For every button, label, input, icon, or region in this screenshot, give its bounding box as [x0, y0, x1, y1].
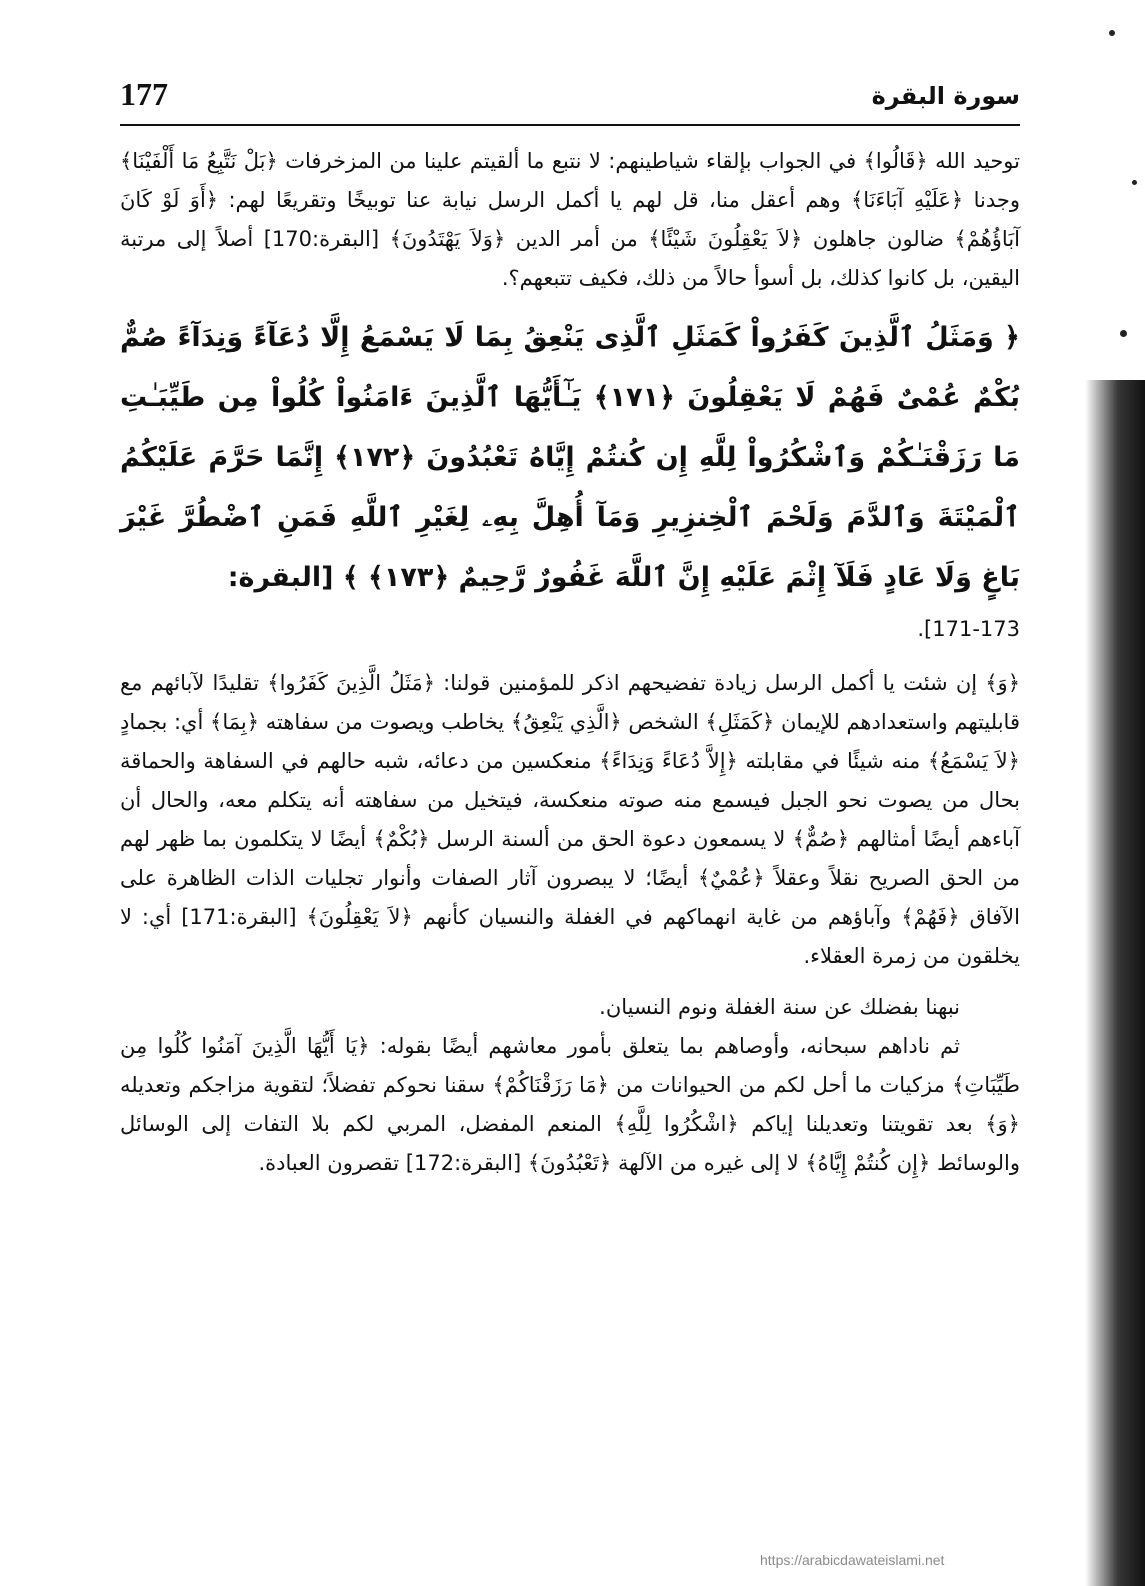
scan-speck — [1109, 30, 1115, 36]
quran-verse-block: ﴿ وَمَثَلُ ٱلَّذِينَ كَفَرُواْ كَمَثَلِ ٱلَّذِى يَنْعِقُ بِمَا لَا يَسْمَعُ إِلَّا دُعَآءً وَنِدَآءً صُمٌّ بُكْمٌ عُمْىٌ فَهُمْ لَا يَعْقِلُونَ ﴿١٧١﴾ يَـٰٓأَيُّهَا ٱلَّذِينَ ءَامَنُواْ كُلُواْ مِن طَيِّبَـٰتِ مَا رَزَقْنَـٰكُمْ وَٱشْكُرُواْ لِلَّهِ إِن كُنتُمْ إِيَّاهُ تَعْبُدُونَ ﴿١٧٢﴾ إِنَّمَا حَرَّمَ عَلَيْكُمُ ٱلْمَيْتَةَ وَٱلدَّمَ وَلَحْمَ ٱلْخِنزِيرِ وَمَآ أُهِلَّ بِهِۦ لِغَيْرِ ٱللَّهِ فَمَنِ ٱضْطُرَّ غَيْرَ بَاغٍ وَلَا عَادٍ فَلَآ إِثْمَ عَلَيْهِ إِنَّ ٱللَّهَ غَفُورٌ رَّحِيمٌ ﴿١٧٣﴾ ﴾ [البقرة: — [120, 322, 1021, 593]
verse-reference: 171-173]. — [917, 617, 1020, 641]
page-number: 177 — [120, 76, 168, 112]
scan-speck — [1132, 180, 1137, 185]
header-rule — [120, 124, 1020, 126]
paragraph-gap — [120, 976, 1020, 988]
commentary-paragraph-3: نبهنا بفضلك عن سنة الغفلة ونوم النسيان. — [599, 995, 960, 1019]
scan-speck — [1120, 330, 1127, 337]
page-header — [120, 72, 1020, 124]
surah-title: سورة البقرة — [871, 82, 1020, 110]
commentary-paragraph-1: توحيد الله ﴿قَالُوا﴾ في الجواب بإلقاء شياطينهم: لا نتبع ما ألقيتم علينا من المزخرفات ﴿بَلْ نَتَّبِعُ مَا أَلْفَيْنَا﴾ وجدنا ﴿عَلَيْهِ آبَاءَنَا﴾ وهم أعقل منا، قل لهم يا أكمل الرسل نيابة عنا توبيخًا وتقريعًا لهم: ﴿أَوَ لَوْ كَانَ آبَاؤُهُمْ﴾ ضالون جاهلون ﴿لاَ يَعْقِلُونَ شَيْئًا﴾ من أمر الدين ﴿وَلاَ يَهْتَدُونَ﴾ [البقرة:170] أصلاً إلى مرتبة اليقين، بل كانوا كذلك، بل أسوأ حالاً من ذلك، فكيف تتبعهم؟. — [120, 149, 1020, 290]
source-watermark: https://arabicdawateislami.net — [760, 1552, 945, 1568]
commentary-paragraph-2: ﴿وَ﴾ إن شئت يا أكمل الرسل زيادة تفضيحهم اذكر للمؤمنين قولنا: ﴿مَثَلُ الَّذِينَ كَفَرُوا﴾ تقليدًا لآبائهم مع قابليتهم واستعدادهم للإيمان ﴿كَمَثَلِ﴾ الشخص ﴿الَّذِي يَنْعِقُ﴾ يخاطب ويصوت من سفاهته ﴿بِمَا﴾ أي: بجمادٍ ﴿لاَ يَسْمَعُ﴾ منه شيئًا في مقابلته ﴿إِلاَّ دُعَاءً وَنِدَاءً﴾ منعكسين من دعائه، شبه حالهم في السفاهة والحماقة بحال من يصوت نحو الجبل فيسمع منه صوته منعكسة، فيتخيل من سفاهته أنه يتكلم معه، والحال أن آباءهم أيضًا أمثالهم ﴿صُمٌّ﴾ لا يسمعون دعوة الحق من ألسنة الرسل ﴿بُكْمٌ﴾ أيضًا لا يتكلمون بما ظهر لهم من الحق الصريح نقلاً وعقلاً ﴿عُمْيٌ﴾ أيضًا؛ لا يبصرون آثار الصفات وأنوار تجليات الذات الظاهرة على الآفاق ﴿فَهُمْ﴾ وآباؤهم من غاية انهماكهم في الغفلة والنسيان كأنهم ﴿لاَ يَعْقِلُونَ﴾ [البقرة:171] أي: لا يخلقون من زمرة العقلاء. — [120, 671, 1020, 968]
scan-edge-shadow — [1085, 380, 1145, 1586]
commentary-paragraph-4: ثم ناداهم سبحانه، وأوصاهم بما يتعلق بأمور معاشهم أيضًا بقوله: ﴿يَا أَيُّهَا الَّذِينَ آمَنُوا كُلُوا مِن طَيِّبَاتِ﴾ مزكيات ما أحل لكم من الحيوانات من ﴿مَا رَزَقْنَاكُمْ﴾ سقنا نحوكم تفضلاً؛ لتقوية مزاجكم وتعديله ﴿وَ﴾ بعد تقويتنا وتعديلنا إياكم ﴿اشْكُرُوا لِلَّهِ﴾ المنعم المفضل، المربي لكم بلا التفات إلى الوسائل والوسائط ﴿إِن كُنتُمْ إِيَّاهُ﴾ لا إلى غيره من الآلهة ﴿تَعْبُدُونَ﴾ [البقرة:172] تقصرون العبادة. — [120, 1034, 1020, 1175]
page-body — [120, 142, 1020, 1183]
